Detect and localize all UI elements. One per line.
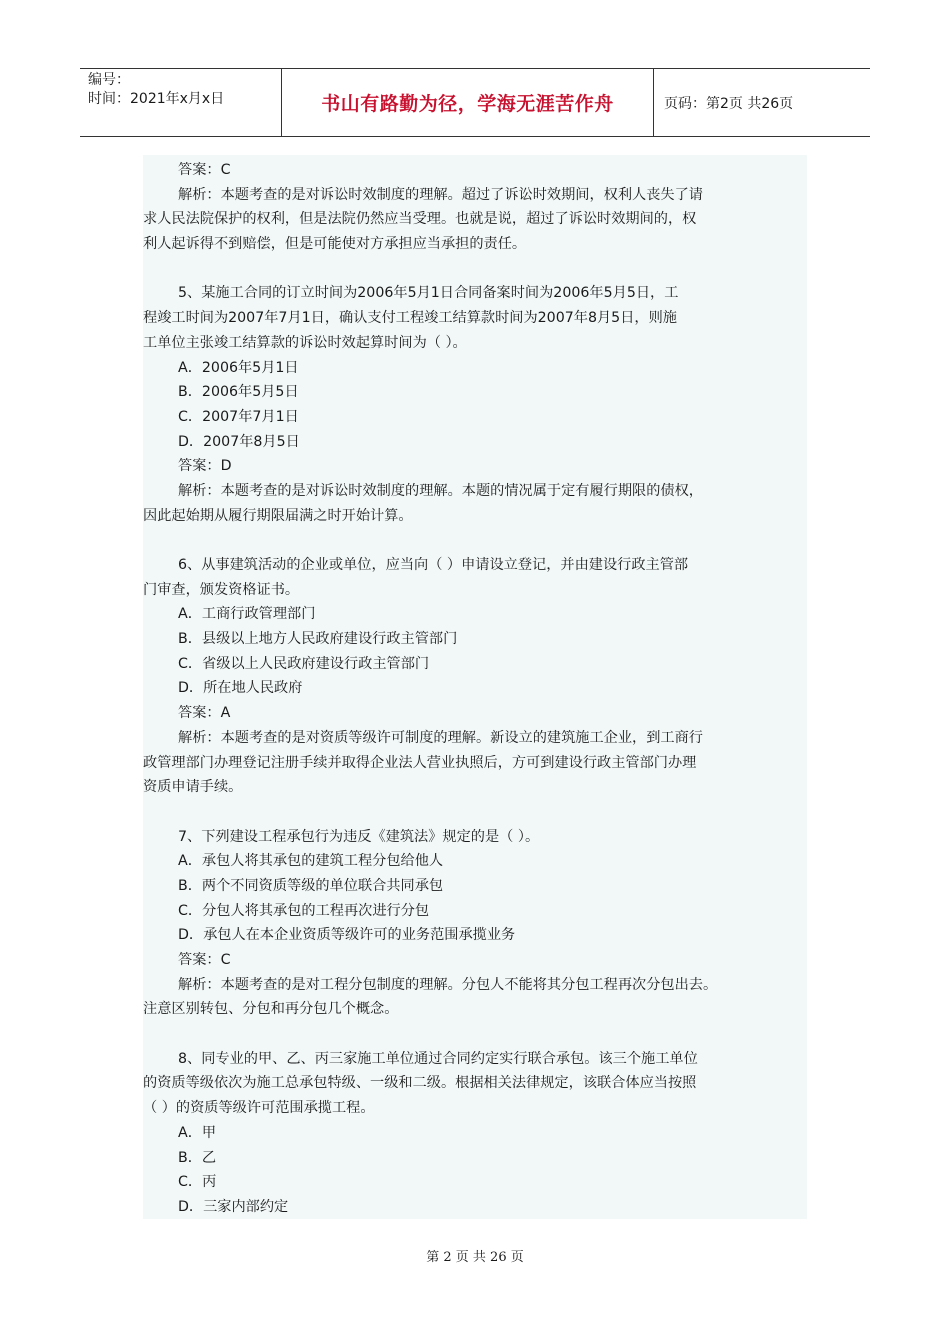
header-meta [80,69,281,136]
text-line: 答案：D [178,458,232,475]
text-line: D．2007年8月5日 [178,433,300,450]
text-line: 解析：本题考查的是对工程分包制度的理解。分包人不能将其分包工程再次分包出去。 [178,976,718,993]
text-line: 因此起始期从履行期限届满之时开始计算。 [143,507,413,524]
text-line: D．三家内部约定 [178,1198,289,1215]
paragraph-gap [143,528,823,553]
header-date: 时间：2021年x月x日 [88,91,225,107]
text-line: 门审查，颁发资格证书。 [143,581,300,598]
text-line: 资质申请手续。 [143,779,243,796]
text-line: 答案：C [178,162,231,178]
page-footer: 第 2 页 共 26 页 [426,1250,524,1265]
text-line: B．县级以上地方人民政府建设行政主管部门 [178,631,458,648]
text-line: A．承包人将其承包的建筑工程分包给他人 [178,853,444,870]
text-line: 5、某施工合同的订立时间为2006年5月1日合同备案时间为2006年5月5日，工 [178,285,679,302]
text-line: B．2006年5月5日 [178,384,299,401]
text-line: 答案：C [178,952,231,968]
paragraph-gap [143,800,823,825]
text-line: B．两个不同资质等级的单位联合共同承包 [178,877,444,894]
text-line: 7、下列建设工程承包行为违反《建筑法》规定的是（ ）。 [178,828,540,845]
text-line: 6、从事建筑活动的企业或单位，应当向（ ）申请设立登记，并由建设行政主管部 [178,557,689,573]
text-line: C．省级以上人民政府建设行政主管部门 [178,655,430,672]
text-line: 程竣工时间为2007年7月1日，确认支付工程竣工结算款时间为2007年8月5日，则施 [143,310,677,327]
header-page-number: 页码：第2页 共26页 [664,95,794,112]
text-line: 解析：本题考查的是对资质等级许可制度的理解。新设立的建筑施工企业，到工商行 [178,729,703,746]
paragraph-gap [143,257,823,282]
text-line: A．甲 [178,1124,217,1141]
text-line: 求人民法院保护的权利，但是法院仍然应当受理。也就是说，超过了诉讼时效期间的，权 [143,211,697,228]
text-line: 的资质等级依次为施工总承包特级、一级和二级。根据相关法律规定，该联合体应当按照 [143,1075,697,1092]
page-header [80,68,870,137]
text-line: 解析：本题考查的是对诉讼时效制度的理解。超过了诉讼时效期间，权利人丧失了请 [178,186,703,203]
text-line: 注意区别转包、分包和再分包几个概念。 [143,1001,399,1018]
text-line: 答案：A [178,705,231,722]
text-line: 利人起诉得不到赔偿，但是可能使对方承担应当承担的责任。 [143,236,527,253]
text-line: C．丙 [178,1174,217,1191]
paragraph-gap [143,1022,823,1047]
text-line: 解析：本题考查的是对诉讼时效制度的理解。本题的情况属于定有履行期限的债权， [178,482,703,499]
text-line: A．工商行政管理部门 [178,606,316,623]
text-line: 8、同专业的甲、乙、丙三家施工单位通过合同约定实行联合承包。该三个施工单位 [178,1050,698,1067]
text-line: 工单位主张竣工结算款的诉讼时效起算时间为（ ）。 [143,334,467,351]
text-line: B．乙 [178,1149,217,1166]
text-line: D．承包人在本企业资质等级许可的业务范围承揽业务 [178,927,516,944]
text-line: C．分包人将其承包的工程再次进行分包 [178,902,430,919]
text-line: 政管理部门办理登记注册手续并取得企业法人营业执照后，方可到建设行政主管部门办理 [143,754,697,771]
document-body [143,158,823,1220]
text-line: D．所在地人民政府 [178,680,303,697]
text-line: A．2006年5月1日 [178,359,299,376]
text-line: （ ）的资质等级许可范围承揽工程。 [143,1100,375,1117]
header-code: 编号： [88,72,130,88]
header-motto: 书山有路勤为径，学海无涯苦作舟 [281,69,654,136]
text-line: C．2007年7月1日 [178,408,299,425]
